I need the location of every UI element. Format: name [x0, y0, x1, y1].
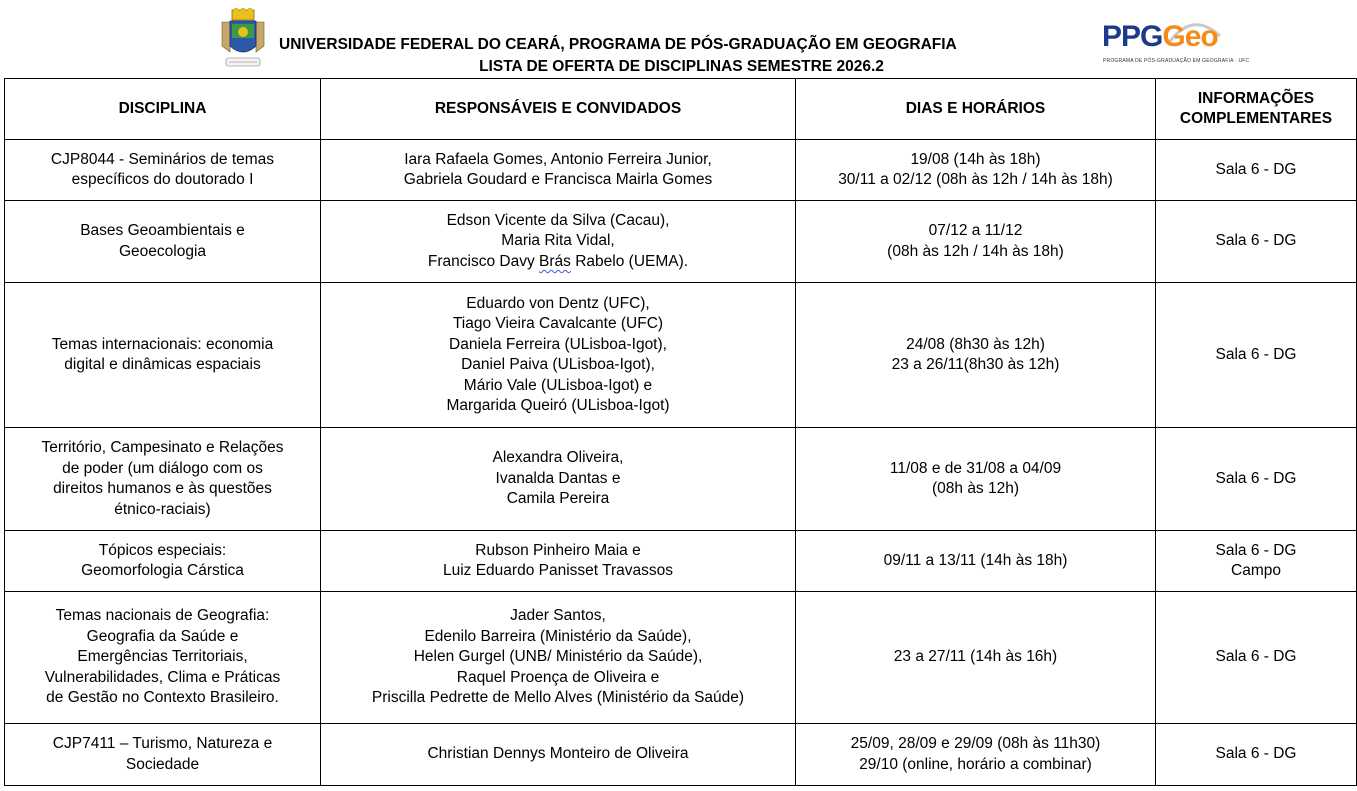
cell-disciplina: Território, Campesinato e Relações de poder (um diálogo com os direitos humanos e às questões étnico-raciais) [5, 428, 321, 531]
cell-info: Sala 6 - DG Campo [1156, 531, 1357, 592]
spellcheck-word: Brás [539, 252, 571, 270]
logo-text-geo: Geo [1162, 20, 1218, 53]
university-title: UNIVERSIDADE FEDERAL DO CEARÁ, PROGRAMA DE PÓS-GRADUAÇÃO EM GEOGRAFIA [279, 36, 957, 53]
col-header-disciplina: DISCIPLINA [5, 79, 321, 140]
cell-info: Sala 6 - DG [1156, 724, 1357, 786]
cell-disciplina: Temas internacionais: economia digital e dinâmicas espaciais [5, 283, 321, 428]
table-row [5, 283, 1357, 428]
cell-disciplina: CJP7411 – Turismo, Natureza e Sociedade [5, 724, 321, 786]
logo-text-ppg: PPG [1102, 20, 1163, 53]
cell-responsaveis: Eduardo von Dentz (UFC), Tiago Vieira Cavalcante (UFC) Daniela Ferreira (ULisboa-Igot), Daniel Paiva (ULisboa-Igot), Mário Vale (ULisboa-Igot) e Margarida Queiró (ULisboa-Igot) [321, 283, 796, 428]
cell-horarios: 24/08 (8h30 às 12h) 23 a 26/11(8h30 às 12h) [796, 283, 1156, 428]
cell-responsaveis: Iara Rafaela Gomes, Antonio Ferreira Junior, Gabriela Goudard e Francisca Mairla Gomes [321, 140, 796, 201]
document-header [0, 0, 1357, 78]
list-title: LISTA DE OFERTA DE DISCIPLINAS SEMESTRE 2026.2 [479, 58, 884, 75]
cell-disciplina: Bases Geoambientais e Geoecologia [5, 201, 321, 283]
col-header-responsaveis: RESPONSÁVEIS E CONVIDADOS [321, 79, 796, 140]
cell-info: Sala 6 - DG [1156, 201, 1357, 283]
ppggeo-logo [1102, 14, 1250, 70]
col-header-horarios: DIAS E HORÁRIOS [796, 79, 1156, 140]
cell-responsaveis: Rubson Pinheiro Maia e Luiz Eduardo Panisset Travassos [321, 531, 796, 592]
cell-horarios: 07/12 a 11/12 (08h às 12h / 14h às 18h) [796, 201, 1156, 283]
table-row [5, 201, 1357, 283]
col-header-info: INFORMAÇÕES COMPLEMENTARES [1156, 79, 1357, 140]
cell-info: Sala 6 - DG [1156, 140, 1357, 201]
cell-responsaveis [321, 201, 796, 283]
table-header-row [5, 79, 1357, 140]
cell-disciplina: Temas nacionais de Geografia: Geografia da Saúde e Emergências Territoriais, Vulnerabilidades, Clima e Práticas de Gestão no Contexto Brasileiro. [5, 592, 321, 724]
cell-disciplina: CJP8044 - Seminários de temas específicos do doutorado I [5, 140, 321, 201]
cell-horarios: 23 a 27/11 (14h às 16h) [796, 592, 1156, 724]
course-offer-table [4, 78, 1357, 786]
table-row [5, 592, 1357, 724]
cell-horarios: 25/09, 28/09 e 29/09 (08h às 11h30) 29/10 (online, horário a combinar) [796, 724, 1156, 786]
cell-info: Sala 6 - DG [1156, 592, 1357, 724]
cell-info: Sala 6 - DG [1156, 283, 1357, 428]
cell-responsaveis: Alexandra Oliveira, Ivanalda Dantas e Camila Pereira [321, 428, 796, 531]
cell-disciplina: Tópicos especiais: Geomorfologia Cárstica [5, 531, 321, 592]
logo-subtitle: PROGRAMA DE PÓS-GRADUAÇÃO EM GEOGRAFIA · UFC [1103, 58, 1250, 64]
cell-horarios: 11/08 e de 31/08 a 04/09 (08h às 12h) [796, 428, 1156, 531]
cell-horarios: 09/11 a 13/11 (14h às 18h) [796, 531, 1156, 592]
table-row [5, 428, 1357, 531]
cell-horarios: 19/08 (14h às 18h) 30/11 a 02/12 (08h às 12h / 14h às 18h) [796, 140, 1156, 201]
responsaveis-part: Rabelo (UEMA). [570, 252, 689, 270]
table-row [5, 531, 1357, 592]
cell-info: Sala 6 - DG [1156, 428, 1357, 531]
cell-responsaveis: Jader Santos, Edenilo Barreira (Ministério da Saúde), Helen Gurgel (UNB/ Ministério da Saúde), Raquel Proença de Oliveira e Priscilla Pedrette de Mello Alves (Ministério da Saúde) [321, 592, 796, 724]
responsaveis-part: Edson Vicente da Silva (Cacau), Maria Rita Vidal, Francisco Davy [427, 211, 670, 270]
table-row [5, 724, 1357, 786]
table-row [5, 140, 1357, 201]
cell-responsaveis: Christian Dennys Monteiro de Oliveira [321, 724, 796, 786]
